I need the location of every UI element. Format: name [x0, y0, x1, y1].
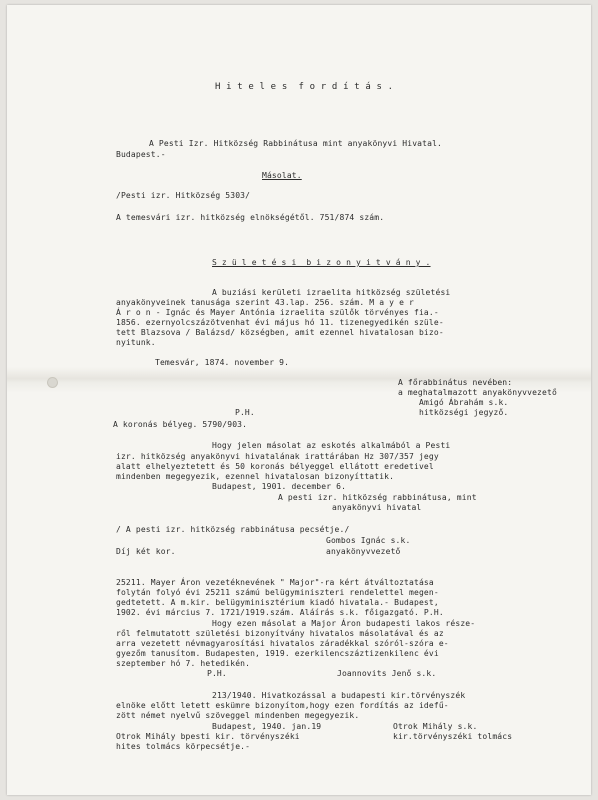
body2-line: izr. hitközség anyakönyvi hivatalának irattárában Hz 307/357 jegy [116, 452, 439, 461]
closing-line: Otrok Mihály bpesti kir. törvényszéki [116, 732, 300, 741]
punch-hole [47, 377, 58, 388]
copy-heading: Másolat. [262, 171, 302, 180]
body1-line: 1856. ezernyolcszázötvenhat évi május hó 11. tizenegyedikén szüle- [116, 318, 444, 327]
body3-line: gyezőm tanusítom. Budapesten, 1919. ezerkilencszáztizenkilenc évi [116, 649, 439, 658]
body4-line: zött német nyelvű szöveggel mindenben megegyezik. [116, 711, 360, 720]
signature3-line: anyakönyvvezető [326, 547, 401, 556]
place-date-2: Budapest, 1901. december 6. [212, 482, 347, 491]
place-date-1: Temesvár, 1874. november 9. [155, 358, 290, 367]
body3-line: 25211. Mayer Áron vezetéknevének " Major"-ra kért átváltoztatása [116, 578, 434, 587]
document-title: H i t e l e s f o r d í t á s . [215, 82, 394, 92]
header-line-1: A Pesti Izr. Hitközség Rabbinátusa mint anyakönyvi Hivatal. [149, 139, 443, 148]
signature1-line: a meghatalmazott anyakönyvvezető [398, 388, 557, 397]
body3-line: gedtetett. A m.kir. belügyminisztérium kiadó hivatala.- Budapest, [116, 598, 439, 607]
ph-mark-2: P.H. [207, 669, 227, 678]
signature5-name: Otrok Mihály s.k. [393, 722, 478, 731]
header-line-2: Budapest.- [116, 150, 166, 159]
body1-line: tett Blazsova / Balázsd/ községben, amit ezennel hivatalosan bizo- [116, 328, 444, 337]
signature5-title: kir.törvényszéki tolmács [393, 732, 513, 741]
body4-line: elnöke előtt letett eskümre bizonyítom,hogy ezen fordítás az idefű- [116, 701, 449, 710]
body3-line: 1902. évi március 7. 1721/1919.szám. Aláírás s.k. főigazgató. P.H. [116, 608, 444, 617]
seal-note: / A pesti izr. hitközség rabbinátusa pecsétje./ [116, 525, 350, 534]
body1-line: nyitunk. [116, 338, 156, 347]
body2-line: mindenben megegyezik, ezennel hivatalosan bizonyíttatik. [116, 472, 395, 481]
signature2-line: A pesti izr. hitközség rabbinátusa, mint [278, 493, 477, 502]
certificate-heading: S z ü l e t é s i b i z o n y i t v á n y . [212, 258, 431, 267]
ph-mark-1: P.H. [235, 408, 255, 417]
signature1-line: Amigó Ábrahám s.k. [419, 398, 509, 407]
body1-line: A buziási kerületi izraelita hitközség születési [212, 288, 451, 297]
fee-note: Díj két kor. [116, 547, 176, 556]
temesvar-reference: A temesvári izr. hitközség elnökségétől. 751/874 szám. [116, 213, 385, 222]
body3-line: arra vezetett névmagyarosítási hivatalos záradékkal szóról-szóra e- [116, 639, 449, 648]
signature3-line: Gombos Ignác s.k. [326, 536, 411, 545]
stamp-note: A koronás bélyeg. 5790/903. [113, 420, 248, 429]
body4-line: 213/1940. Hivatkozással a budapesti kir.törvényszék [212, 691, 466, 700]
reference-number: /Pesti izr. Hitközség 5303/ [116, 191, 251, 200]
document-sheet [7, 5, 591, 795]
signature2-line: anyakönyvi hivatal [332, 503, 422, 512]
body3-line: ről felmutatott születési bizonyítvány hivatalos másolatával és az [116, 629, 444, 638]
body1-line: anyakönyveinek tanusága szerint 43.lap. 256. szám. M a y e r [116, 298, 414, 307]
body3-line: szeptember hó 7. hetedikén. [116, 659, 251, 668]
signature1-line: A főrabbinátus nevében: [398, 378, 513, 387]
body2-line: alatt elhelyeztetett és 50 koronás bélyeggel ellátott eredetivel [116, 462, 434, 471]
body3-line: folytán folyó évi 25211 számú belügyminiszteri rendelettel megen- [116, 588, 439, 597]
body1-line: Á r o n - Ignác és Mayer Antónia izraelita szülők törvényes fia.- [116, 308, 439, 317]
place-date-3: Budapest, 1940. jan.19 [212, 722, 322, 731]
body2-line: Hogy jelen másolat az eskotés alkalmából a Pesti [212, 441, 451, 450]
closing-line: hites tolmács körpecsétje.- [116, 742, 251, 751]
signature4: Joannovits Jenő s.k. [337, 669, 437, 678]
body3-line: Hogy ezen másolat a Major Áron budapesti lakos része- [212, 619, 476, 628]
signature1-line: hitközségi jegyző. [419, 408, 509, 417]
